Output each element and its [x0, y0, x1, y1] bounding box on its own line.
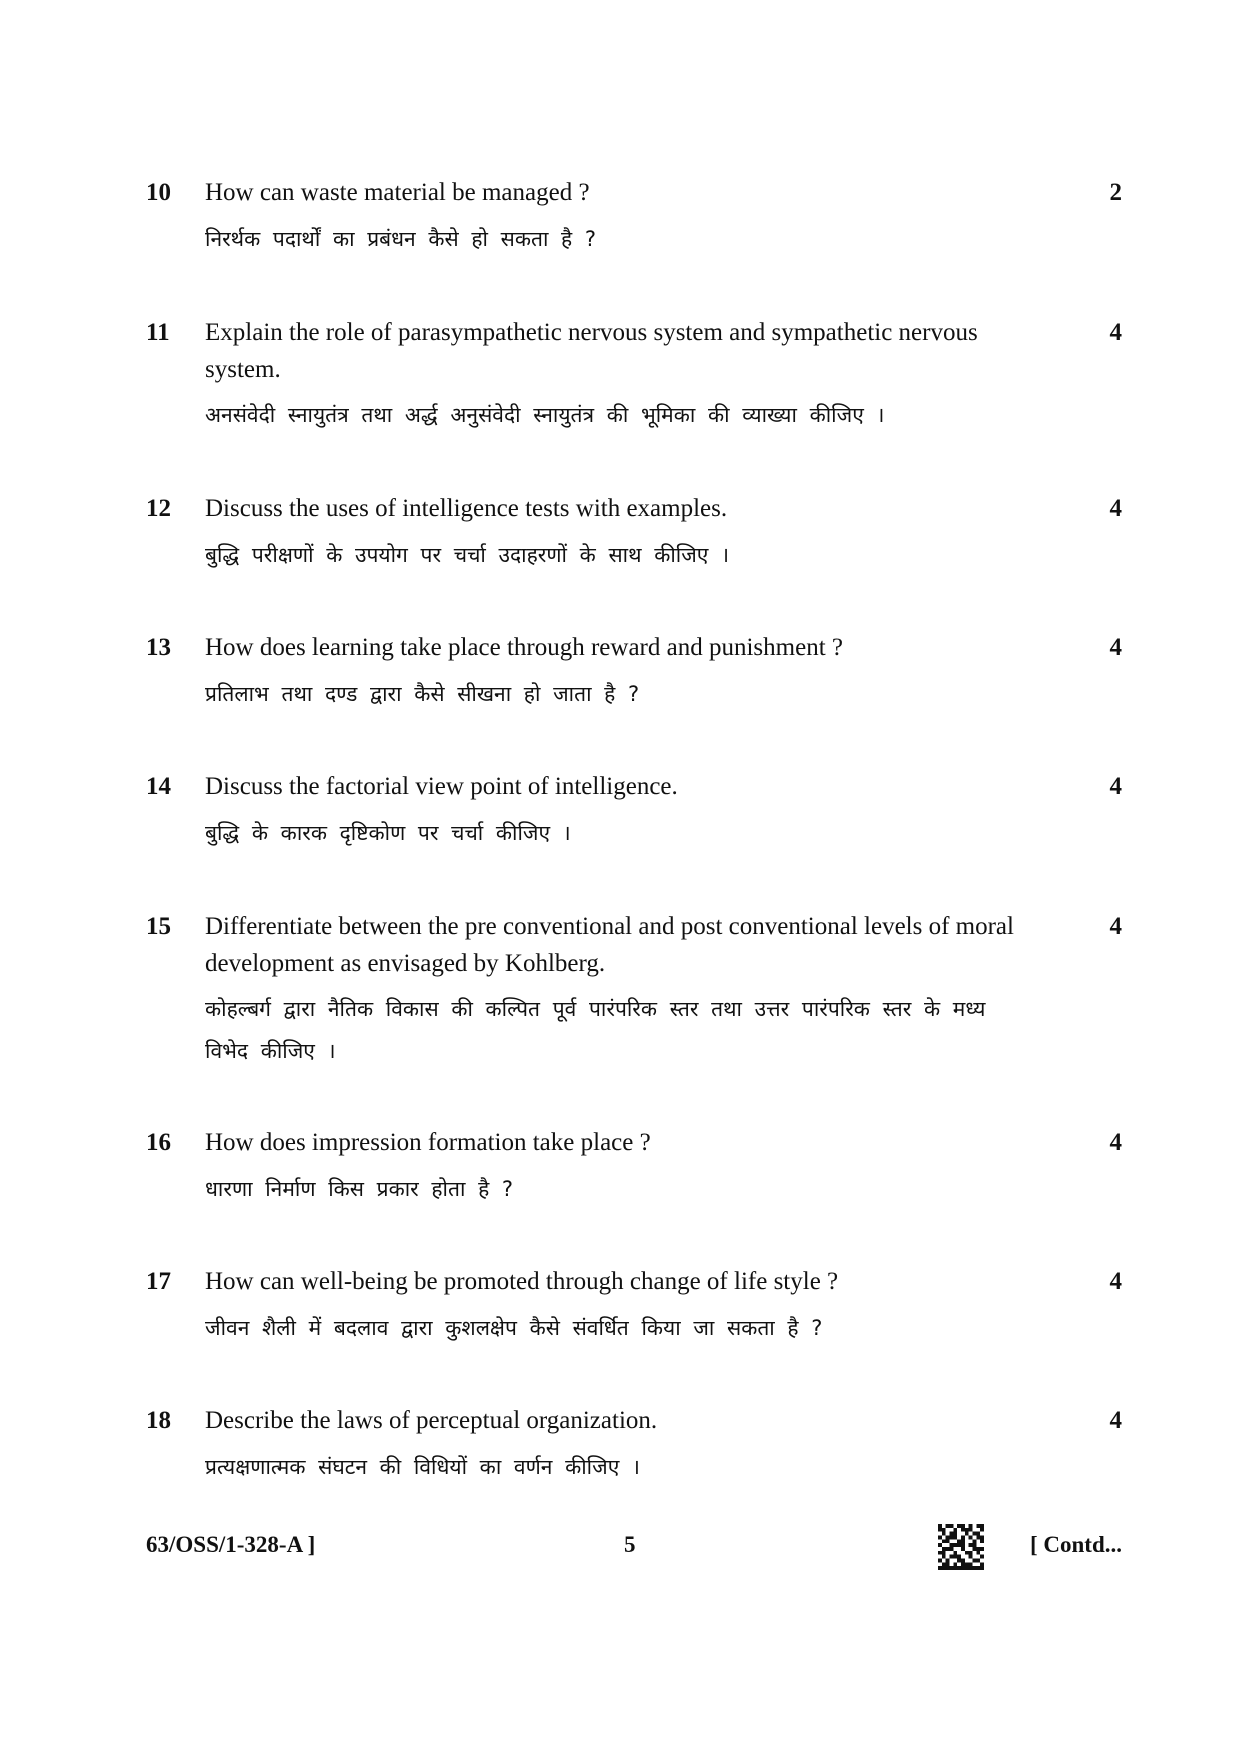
question-text-english: Describe the laws of perceptual organization. — [205, 1407, 658, 1434]
question-marks: 4 — [1109, 1129, 1122, 1156]
question-number: 18 — [146, 1407, 171, 1434]
question-number: 12 — [146, 495, 171, 522]
page-footer — [146, 1524, 1122, 1570]
question-text-english: Discuss the factorial view point of intelligence. — [205, 773, 678, 800]
question-marks: 4 — [1109, 1407, 1122, 1434]
question-marks: 4 — [1109, 319, 1122, 346]
question-marks: 4 — [1109, 495, 1122, 522]
question-number: 13 — [146, 634, 171, 661]
question-marks: 2 — [1109, 179, 1122, 206]
question-text-hindi: बुद्धि के कारक दृष्टिकोण पर चर्चा कीजिए । — [205, 821, 571, 845]
qr-code-icon — [938, 1524, 984, 1570]
question-text-english: Explain the role of parasympathetic nervous system and sympathetic nervous system. — [205, 319, 978, 383]
paper-code: 63/OSS/1-328-A ] — [146, 1532, 316, 1557]
page-number: 5 — [624, 1532, 636, 1557]
question-marks: 4 — [1109, 1268, 1122, 1295]
question-text-english: How can waste material be managed ? — [205, 179, 590, 206]
question-text-hindi: कोहल्बर्ग द्वारा नैतिक विकास की कल्पित पूर्व पारंपरिक स्तर तथा उत्तर पारंपरिक स्तर के मध्य विभेद कीजिए । — [205, 997, 986, 1063]
question-number: 10 — [146, 179, 171, 206]
question-marks: 4 — [1109, 913, 1122, 940]
question-text-english: How does impression formation take place ? — [205, 1129, 651, 1156]
question-text-english: Differentiate between the pre conventional and post conventional levels of moral development as envisaged by Kohlberg. — [205, 913, 1014, 977]
question-text-english: How does learning take place through reward and punishment ? — [205, 634, 843, 661]
question-text-hindi: जीवन शैली में बदलाव द्वारा कुशलक्षेप कैसे संवर्धित किया जा सकता है ? — [205, 1316, 823, 1340]
question-text-hindi: प्रतिलाभ तथा दण्ड द्वारा कैसे सीखना हो जाता है ? — [205, 682, 640, 706]
question-text-english: How can well-being be promoted through change of life style ? — [205, 1268, 839, 1295]
continued-label: [ Contd... — [1029, 1532, 1122, 1557]
question-text-hindi: धारणा निर्माण किस प्रकार होता है ? — [205, 1177, 514, 1201]
question-number: 15 — [146, 913, 171, 940]
question-text-hindi: निरर्थक पदार्थों का प्रबंधन कैसे हो सकता है ? — [205, 227, 597, 251]
question-text-hindi: बुद्धि परीक्षणों के उपयोग पर चर्चा उदाहरणों के साथ कीजिए । — [205, 543, 730, 567]
question-number: 14 — [146, 773, 171, 800]
question-marks: 4 — [1109, 773, 1122, 800]
question-number: 17 — [146, 1268, 171, 1295]
question-marks: 4 — [1109, 634, 1122, 661]
question-text-english: Discuss the uses of intelligence tests with examples. — [205, 495, 728, 522]
question-number: 16 — [146, 1129, 171, 1156]
question-text-hindi: प्रत्यक्षणात्मक संघटन की विधियों का वर्णन कीजिए । — [205, 1455, 640, 1479]
question-text-hindi: अनसंवेदी स्नायुतंत्र तथा अर्द्ध अनुसंवेदी स्नायुतंत्र की भूमिका की व्याख्या कीजिए । — [205, 403, 885, 427]
question-number: 11 — [146, 319, 170, 346]
